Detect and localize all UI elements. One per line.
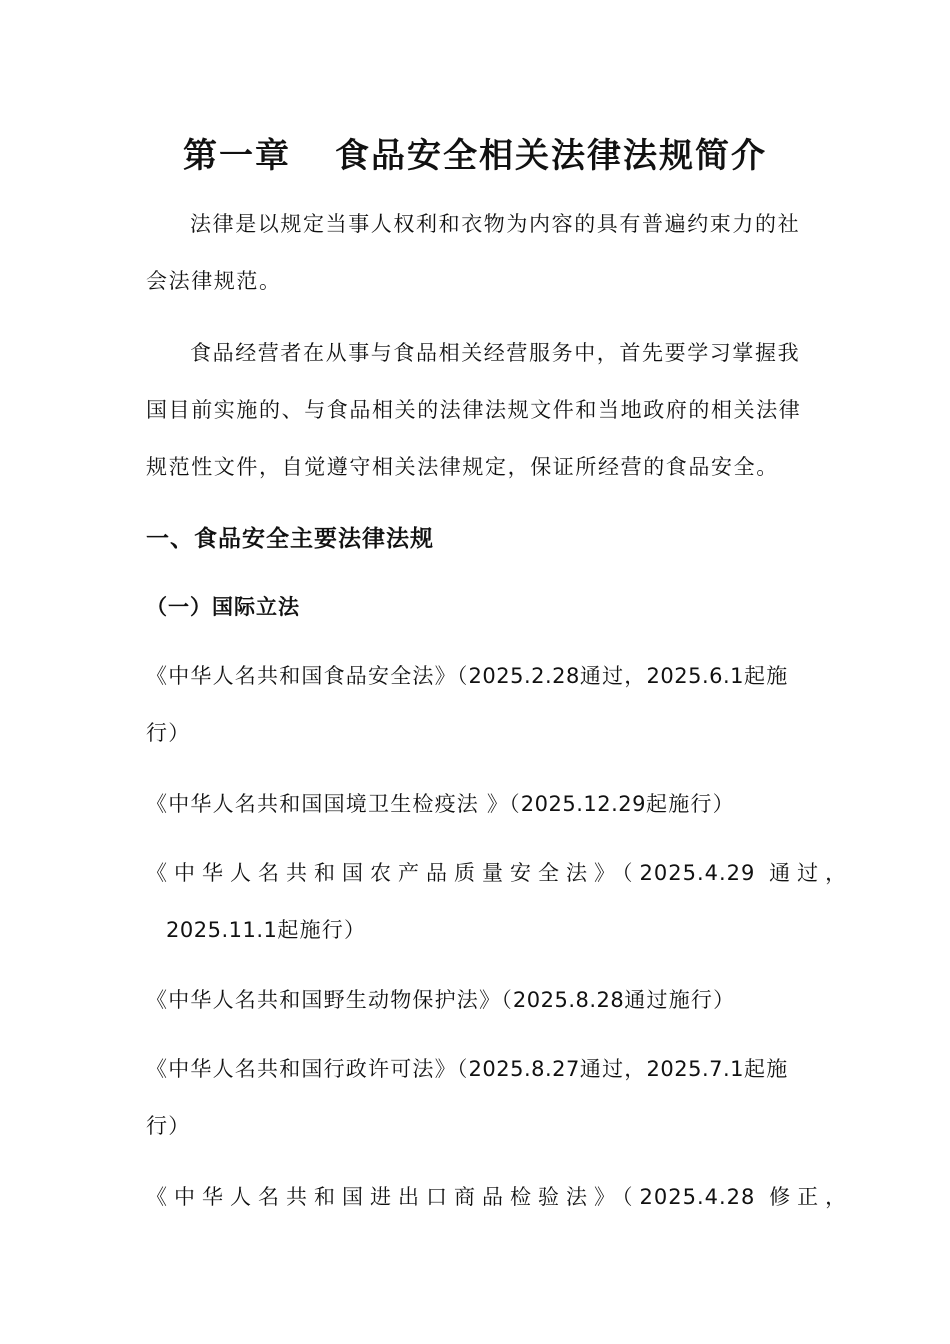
intro-paragraph-2-line-3: 规范性文件，自觉遵守相关法律规定，保证所经营的食品安全。 xyxy=(146,455,779,479)
law-date: 2025.8.27 xyxy=(468,1057,580,1081)
law-status: 通过施行） xyxy=(624,988,736,1012)
law-status: 起施 xyxy=(744,1057,789,1081)
law-item-3 xyxy=(146,857,854,887)
law-date: 2025.12.29 xyxy=(520,792,647,816)
law-paren: （ xyxy=(501,988,513,1012)
law-name: 《中华人名共和国野生动物保护法》 xyxy=(146,988,502,1012)
chapter-title xyxy=(0,128,950,177)
law-status: 起施 xyxy=(744,664,789,688)
law-status: 通过， xyxy=(579,664,647,688)
law-paren: （ xyxy=(456,1057,469,1081)
law-date: 2025.2.28 xyxy=(468,664,580,688)
law-date: 2025.4.29 xyxy=(639,861,756,885)
law-name: 《中华人名共和国国境卫生检疫法 》 xyxy=(146,792,510,816)
law-date: 2025.4.28 xyxy=(639,1185,756,1209)
law-status: 修正， xyxy=(769,1185,854,1209)
law-item-5-continued: 行） xyxy=(146,1114,191,1138)
intro-paragraph-2-line-2: 国目前实施的、与食品相关的法律法规文件和当地政府的相关法律 xyxy=(146,398,802,422)
law-item-2 xyxy=(146,788,735,818)
law-paren: （ xyxy=(622,1185,640,1209)
section-heading: 一、食品安全主要法律法规 xyxy=(146,526,434,552)
law-date: 2025.6.1 xyxy=(646,664,745,688)
law-paren: （ xyxy=(622,861,640,885)
law-name: 《中华人名共和国进出口商品检验法》 xyxy=(146,1185,622,1209)
chapter-name: 食品安全相关法律法规简介 xyxy=(335,136,767,176)
law-status: 起施行） xyxy=(646,792,735,816)
intro-paragraph-1-line-2: 会法律规范。 xyxy=(146,269,282,293)
law-date: 2025.11.1 xyxy=(166,918,278,942)
law-date: 2025.8.28 xyxy=(512,988,625,1012)
law-item-3-continued xyxy=(166,914,366,944)
law-date: 2025.7.1 xyxy=(646,1057,745,1081)
law-item-6 xyxy=(146,1181,854,1211)
law-status: 起施行） xyxy=(277,918,367,942)
subsection-heading: （一）国际立法 xyxy=(146,595,300,619)
law-paren: （ xyxy=(509,792,521,816)
intro-paragraph-2-line-1: 食品经营者在从事与食品相关经营服务中，首先要学习掌握我 xyxy=(190,341,801,365)
law-status: 通过， xyxy=(769,861,854,885)
chapter-number: 第一章 xyxy=(183,136,291,176)
law-item-4 xyxy=(146,984,735,1014)
law-name: 《中华人名共和国农产品质量安全法》 xyxy=(146,861,622,885)
intro-paragraph-1-line-1: 法律是以规定当事人权利和衣物为内容的具有普遍约束力的社 xyxy=(190,212,801,236)
law-item-5 xyxy=(146,1053,788,1083)
law-paren: （ xyxy=(456,664,469,688)
law-item-1 xyxy=(146,660,788,690)
law-name: 《中华人名共和国行政许可法》 xyxy=(146,1057,457,1081)
law-name: 《中华人名共和国食品安全法》 xyxy=(146,664,457,688)
law-status: 通过， xyxy=(579,1057,647,1081)
law-item-1-continued: 行） xyxy=(146,721,191,745)
